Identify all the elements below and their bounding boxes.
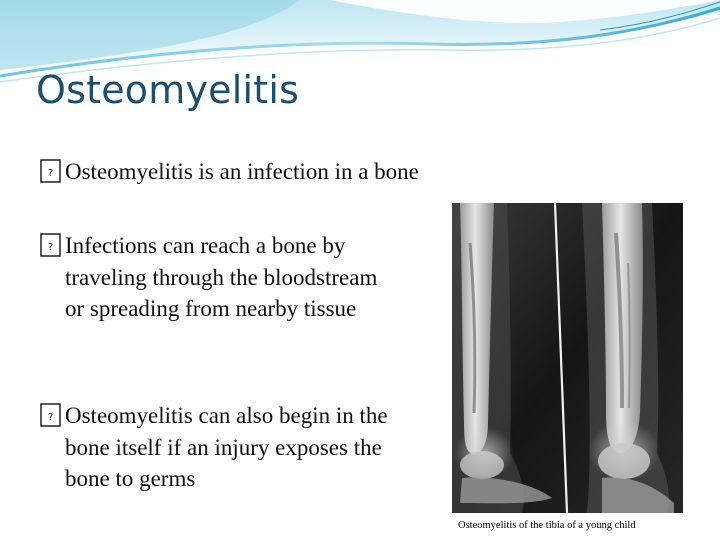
xray-image bbox=[452, 203, 683, 513]
bullet-icon bbox=[40, 233, 62, 257]
svg-text:?: ? bbox=[47, 412, 54, 423]
bullet-item bbox=[40, 230, 400, 325]
svg-text:?: ? bbox=[47, 242, 54, 253]
bullet-text: Osteomyelitis is an infection in a bone bbox=[65, 159, 419, 184]
bullet-item bbox=[40, 400, 415, 495]
xray-illustration bbox=[452, 203, 683, 513]
bullet-item bbox=[40, 156, 510, 188]
bullet-text: Osteomyelitis can also begin in the bone itself if an injury exposes the bone to germs bbox=[65, 403, 388, 491]
slide-title: Osteomyelitis bbox=[36, 68, 300, 112]
image-caption: Osteomyelitis of the tibia of a young child bbox=[458, 520, 636, 531]
svg-text:?: ? bbox=[47, 168, 54, 179]
bullet-icon bbox=[40, 159, 62, 183]
bullet-icon bbox=[40, 403, 62, 427]
bullet-text: Infections can reach a bone by traveling through the bloodstream or spreading from nearby tissue bbox=[65, 233, 378, 321]
